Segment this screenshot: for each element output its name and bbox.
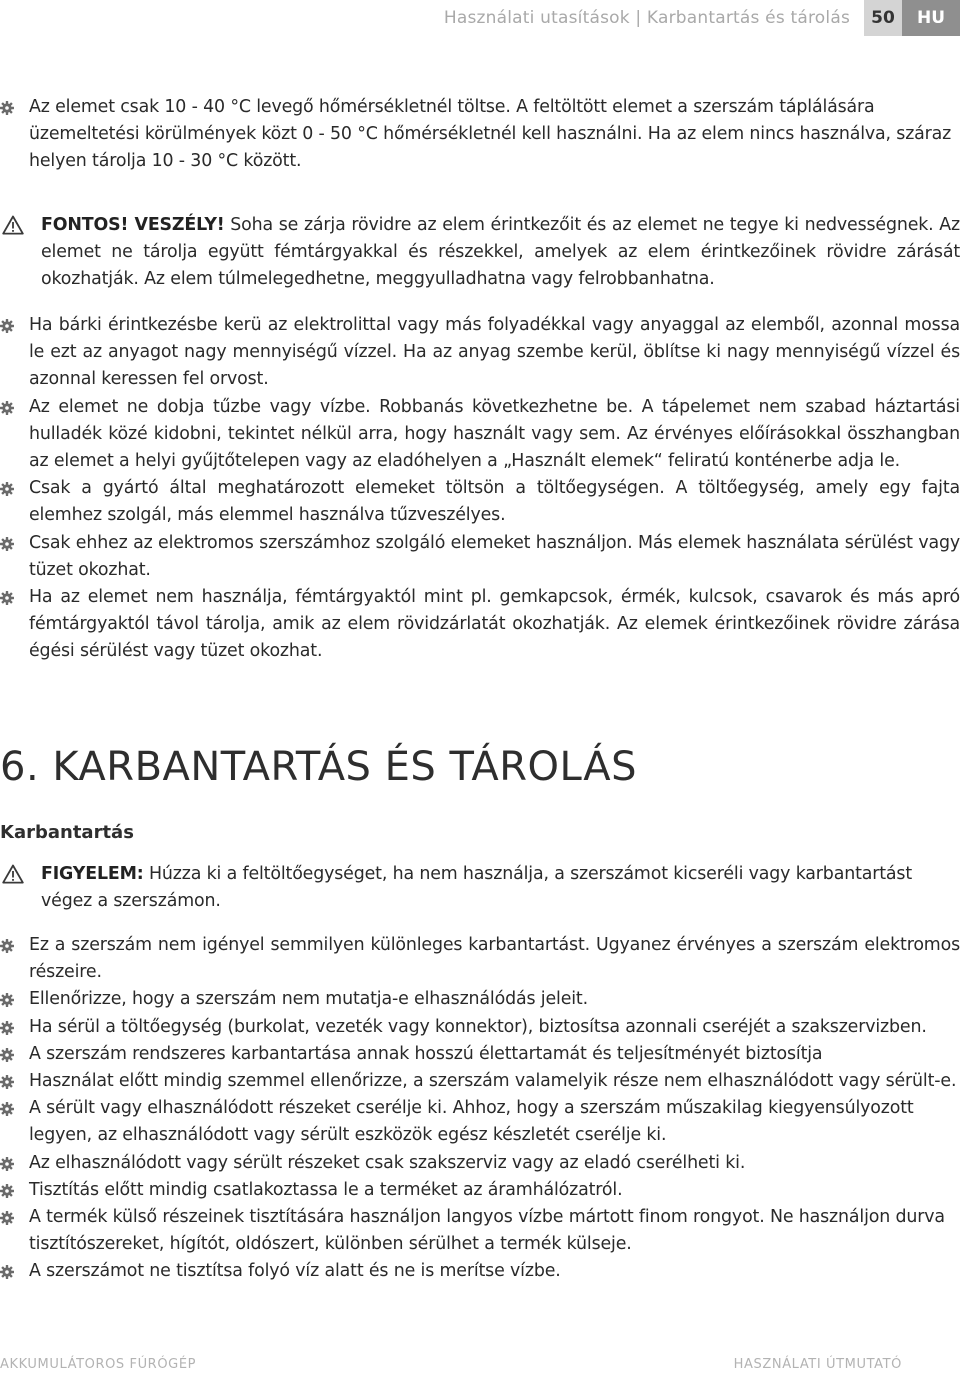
warning-block-1 [0,212,960,294]
intro-block [0,94,960,176]
warning-note [0,861,960,915]
bullet-text: Csak a gyártó által meghatározott elemeket töltsön a töltőegységen. A töltőegység, amely egy fajta elemhez szolgál, más elemmel használva tűzveszélyes. [29,478,960,526]
list-item [0,1177,960,1204]
list-item [0,932,960,986]
section-title: 6. KARBANTARTÁS ÉS TÁROLÁS [0,744,637,790]
gear-bullet-icon [0,1075,14,1089]
warning-triangle-icon [2,215,24,235]
footer-manual-label: HASZNÁLATI ÚTMUTATÓ [733,1357,902,1372]
bullet-text: A szerszámot ne tisztítsa folyó víz alatt és ne is merítse vízbe. [29,1261,561,1282]
intro-text: Az elemet csak 10 - 40 °C levegő hőmérsékletnél töltse. A feltöltött elemet a szerszám táplálására üzemeltetési körülmények közt 0 - 50 °C hőmérsékletnél kell használni. Ha az elem nincs használva, száraz helyen tárolja 10 - 30 °C között. [29,97,952,172]
bullet-text: Ha sérül a töltőegység (burkolat, vezeték vagy konnektor), biztosítsa azonnali cseréjét a szakszervizben. [29,1016,927,1037]
gear-bullet-icon [0,1211,14,1225]
list-item [0,94,960,176]
list-item [0,530,960,584]
bullet-text: Csak ehhez az elektromos szerszámhoz szolgáló elemeket használjon. Más elemek használata sérülést vagy tüzet okozhat. [29,532,960,580]
bullet-text: Ha az elemet nem használja, fémtárgyaktól mint pl. gemkapcsok, érmék, kulcsok, csavarok és más apró fémtárgyaktól távol tárolja, amik az elem rövidzárlatát okozhatják. Az elemek érintkezőinek rövidre zárása égési sérülést vagy tüzet okozhat. [29,587,960,662]
bullet-text: A sérült vagy elhasználódott részeket cserélje ki. Ahhoz, hogy a szerszám műszakilag kiegyensúlyozott legyen, az elhasználódott vagy sérült eszközök egész készletét cserélje ki. [29,1098,914,1146]
gear-bullet-icon [0,1184,14,1198]
bullet-text: Az elhasználódott vagy sérült részeket csak szakszerviz vagy az eladó cserélheti ki. [29,1152,746,1173]
list-item [0,1258,960,1285]
warning-label: FONTOS! VESZÉLY! [41,215,225,235]
subsection-title: Karbantartás [0,822,134,843]
list-item [0,1068,960,1095]
gear-bullet-icon [0,1021,14,1035]
footer-product-name: AKKUMULÁTOROS FÚRÓGÉP [0,1357,197,1372]
bullet-text: A szerszám rendszeres karbantartása annak hosszú élettartamát és teljesítményét biztosítja [29,1043,823,1064]
list-item [0,1014,960,1041]
language-badge: HU [902,0,960,36]
bullet-text: Használat előtt mindig szemmel ellenőrizze, a szerszám valamelyik része nem elhasználódott vagy sérült-e. [29,1071,957,1092]
gear-bullet-icon [0,319,14,333]
list-item [0,986,960,1013]
battery-bullet-list [0,312,960,666]
bullet-text: Ez a szerszám nem igényel semmilyen különleges karbantartást. Ugyanez érvényes a szerszám elektromos részeire. [29,935,960,983]
page-number: 50 [864,0,902,36]
warning-text: Soha se zárja rövidre az elem érintkezőit és az elemet ne tegye ki nedvességnek. Az elemet ne tárolja együtt fémtárgyakkal és részekkel, amelyek az elem érintkezőinek rövidre zárását okozhatják. Az elem túlmelegedhetne, meggyulladhatna vagy felrobbanhatna. [41,215,960,290]
list-item [0,1150,960,1177]
warning-triangle-icon [2,864,24,884]
list-item [0,475,960,529]
page-header [444,0,960,36]
gear-bullet-icon [0,1265,14,1279]
warning-block-2 [0,861,960,915]
header-title: Használati utasítások | Karbantartás és tárolás [443,8,850,28]
list-item [0,584,960,666]
maintenance-bullet-list [0,932,960,1286]
gear-bullet-icon [0,993,14,1007]
warning-note [0,212,960,294]
bullet-text: Az elemet ne dobja tűzbe vagy vízbe. Robbanás következhetne be. A tápelemet nem szabad háztartási hulladék közé kidobni, tekintet nélkül arra, hogy használt vagy sem. Az érvényes előírásokkal összhangban az elemet a helyi gyűjtőtelepen vagy az eladóhelyen a „Használt elemek“ feliratú konténerbe adja le. [29,396,960,472]
gear-bullet-icon [0,101,14,115]
list-item [0,1095,960,1149]
bullet-text: Tisztítás előtt mindig csatlakoztassa le a terméket az áramhálózatról. [29,1179,623,1200]
gear-bullet-icon [0,591,14,605]
list-item [0,394,960,476]
bullet-text: Ellenőrizze, hogy a szerszám nem mutatja-e elhasználódás jeleit. [29,989,588,1010]
gear-bullet-icon [0,1102,14,1116]
gear-bullet-icon [0,537,14,551]
bullet-text: A termék külső részeinek tisztítására használjon langyos vízbe mártott finom rongyot. Ne használjon durva tisztítószereket, hígítót, oldószert, különben sérülhet a termék külseje. [29,1207,945,1255]
bullet-text: Ha bárki érintkezésbe kerü az elektrolittal vagy más folyadékkal vagy anyaggal az elemből, azonnal mossa le ezt az anyagot nagy mennyiségű vízzel. Ha az anyag szembe kerül, öblítse ki nagy mennyiségű vízzel és azonnal keressen fel orvost. [29,315,960,390]
warning-text: Húzza ki a feltöltőegységet, ha nem használja, a szerszámot kicseréli vagy karbantartást végez a szerszámon. [41,864,913,912]
gear-bullet-icon [0,1157,14,1171]
gear-bullet-icon [0,939,14,953]
warning-label: FIGYELEM: [41,864,144,884]
list-item [0,1041,960,1068]
gear-bullet-icon [0,1048,14,1062]
gear-bullet-icon [0,401,14,415]
list-item [0,312,960,394]
list-item [0,1204,960,1258]
gear-bullet-icon [0,482,14,496]
